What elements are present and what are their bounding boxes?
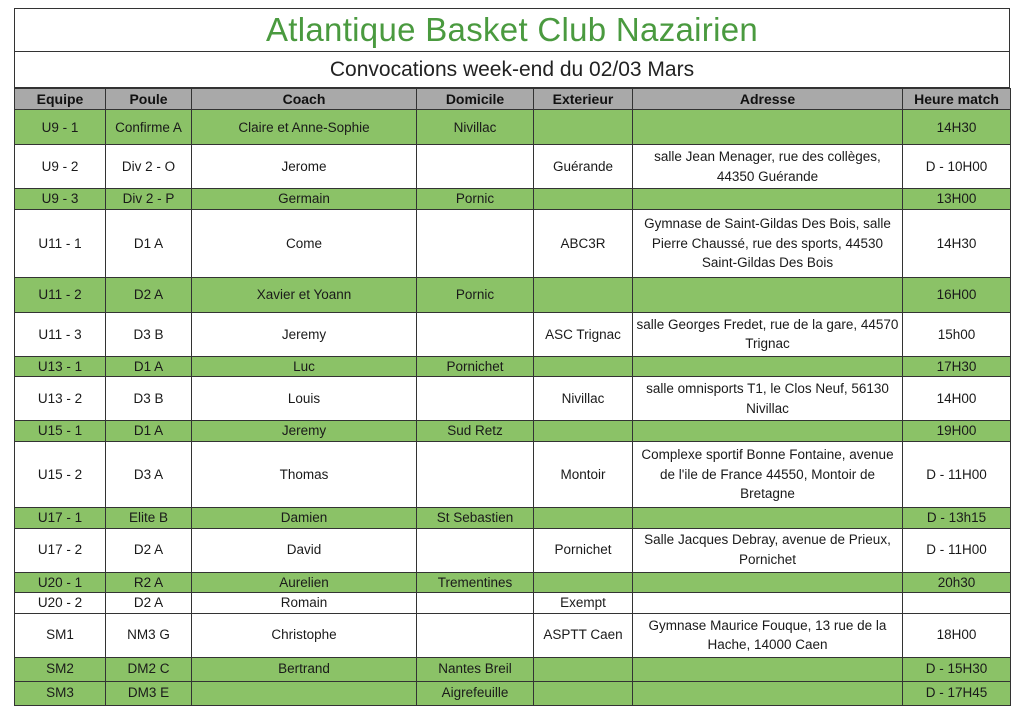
convocations-sheet [14,8,1010,706]
table-row [15,277,1011,312]
cell-adresse [633,572,903,593]
cell-equipe: U9 - 1 [15,110,106,145]
cell-equipe: U20 - 2 [15,593,106,614]
table-row [15,145,1011,189]
cell-equipe: SM3 [15,681,106,705]
cell-adresse: Gymnase de Saint-Gildas Des Bois, salle Pierre Chaussé, rue des sports, 44530 Saint-Gildas Des Bois [633,209,903,277]
cell-equipe: U15 - 2 [15,441,106,507]
cell-exterieur: ASC Trignac [534,312,633,356]
table-row [15,528,1011,572]
table-row [15,209,1011,277]
header-poule: Poule [106,89,192,110]
cell-poule: Elite B [106,507,192,528]
cell-heure: 19H00 [903,421,1011,442]
cell-exterieur: ABC3R [534,209,633,277]
cell-coach: Jerome [192,145,417,189]
table-row [15,356,1011,377]
cell-coach: Damien [192,507,417,528]
header-coach: Coach [192,89,417,110]
cell-exterieur [534,421,633,442]
cell-poule: D3 B [106,312,192,356]
cell-coach: Louis [192,377,417,421]
cell-exterieur [534,356,633,377]
cell-heure: 16H00 [903,277,1011,312]
cell-domicile: Aigrefeuille [417,681,534,705]
cell-equipe: U9 - 3 [15,189,106,210]
cell-poule: D2 A [106,528,192,572]
cell-poule: DM3 E [106,681,192,705]
cell-heure: D - 13h15 [903,507,1011,528]
cell-domicile: St Sebastien [417,507,534,528]
cell-heure: 17H30 [903,356,1011,377]
table-row [15,613,1011,657]
cell-exterieur [534,110,633,145]
header-equipe: Equipe [15,89,106,110]
cell-domicile [417,613,534,657]
cell-adresse [633,421,903,442]
cell-adresse: Gymnase Maurice Fouque, 13 rue de la Hache, 14000 Caen [633,613,903,657]
cell-poule: D1 A [106,421,192,442]
table-row [15,572,1011,593]
cell-heure: 13H00 [903,189,1011,210]
cell-coach: Germain [192,189,417,210]
cell-poule: D2 A [106,277,192,312]
cell-heure: 15h00 [903,312,1011,356]
cell-heure [903,593,1011,614]
cell-domicile: Pornichet [417,356,534,377]
cell-adresse [633,189,903,210]
cell-heure: D - 11H00 [903,441,1011,507]
cell-adresse [633,657,903,681]
cell-coach: Aurelien [192,572,417,593]
cell-equipe: SM1 [15,613,106,657]
header-heure-match: Heure match [903,89,1011,110]
cell-equipe: U15 - 1 [15,421,106,442]
cell-equipe: SM2 [15,657,106,681]
cell-heure: D - 17H45 [903,681,1011,705]
cell-adresse [633,507,903,528]
cell-exterieur: ASPTT Caen [534,613,633,657]
table-header-row [15,89,1011,110]
table-row [15,312,1011,356]
cell-domicile: Pornic [417,189,534,210]
cell-heure: D - 11H00 [903,528,1011,572]
header-domicile: Domicile [417,89,534,110]
cell-adresse: salle omnisports T1, le Clos Neuf, 56130 Nivillac [633,377,903,421]
cell-domicile: Pornic [417,277,534,312]
cell-exterieur [534,189,633,210]
cell-coach: Romain [192,593,417,614]
cell-exterieur: Guérande [534,145,633,189]
table-row [15,593,1011,614]
cell-equipe: U11 - 3 [15,312,106,356]
cell-equipe: U9 - 2 [15,145,106,189]
convocations-subtitle: Convocations week-end du 02/03 Mars [14,52,1010,88]
cell-poule: D1 A [106,356,192,377]
cell-coach: Luc [192,356,417,377]
cell-coach: Jeremy [192,421,417,442]
cell-exterieur [534,507,633,528]
cell-equipe: U11 - 1 [15,209,106,277]
cell-adresse [633,356,903,377]
cell-coach: Xavier et Yoann [192,277,417,312]
table-row [15,377,1011,421]
cell-adresse [633,277,903,312]
table-body [15,110,1011,705]
cell-coach: David [192,528,417,572]
cell-domicile: Nantes Breil [417,657,534,681]
cell-adresse [633,593,903,614]
cell-poule: R2 A [106,572,192,593]
cell-domicile: Nivillac [417,110,534,145]
cell-exterieur [534,277,633,312]
cell-domicile [417,441,534,507]
cell-adresse [633,681,903,705]
cell-coach: Thomas [192,441,417,507]
cell-heure: 14H30 [903,110,1011,145]
cell-equipe: U20 - 1 [15,572,106,593]
table-row [15,507,1011,528]
cell-poule: D2 A [106,593,192,614]
header-exterieur: Exterieur [534,89,633,110]
cell-poule: Confirme A [106,110,192,145]
cell-coach: Jeremy [192,312,417,356]
cell-domicile: Sud Retz [417,421,534,442]
cell-heure: 14H30 [903,209,1011,277]
table-row [15,421,1011,442]
cell-exterieur [534,572,633,593]
cell-heure: 20h30 [903,572,1011,593]
cell-poule: NM3 G [106,613,192,657]
cell-coach: Come [192,209,417,277]
cell-coach: Claire et Anne-Sophie [192,110,417,145]
convocations-table [14,88,1011,706]
table-row [15,681,1011,705]
cell-exterieur: Montoir [534,441,633,507]
cell-exterieur: Exempt [534,593,633,614]
table-row [15,657,1011,681]
header-adresse: Adresse [633,89,903,110]
cell-poule: D3 B [106,377,192,421]
cell-equipe: U11 - 2 [15,277,106,312]
cell-exterieur [534,681,633,705]
cell-domicile [417,528,534,572]
cell-adresse: Complexe sportif Bonne Fontaine, avenue de l'ile de France 44550, Montoir de Bretagne [633,441,903,507]
cell-adresse: salle Jean Menager, rue des collèges, 44350 Guérande [633,145,903,189]
cell-heure: 18H00 [903,613,1011,657]
cell-coach [192,681,417,705]
cell-domicile [417,593,534,614]
cell-domicile [417,145,534,189]
table-row [15,441,1011,507]
cell-equipe: U17 - 2 [15,528,106,572]
cell-exterieur [534,657,633,681]
cell-poule: Div 2 - P [106,189,192,210]
cell-domicile: Trementines [417,572,534,593]
club-title: Atlantique Basket Club Nazairien [14,8,1010,52]
cell-poule: D3 A [106,441,192,507]
cell-adresse [633,110,903,145]
cell-equipe: U13 - 2 [15,377,106,421]
cell-equipe: U17 - 1 [15,507,106,528]
cell-adresse: Salle Jacques Debray, avenue de Prieux, Pornichet [633,528,903,572]
table-row [15,189,1011,210]
cell-coach: Bertrand [192,657,417,681]
table-row [15,110,1011,145]
cell-poule: D1 A [106,209,192,277]
cell-exterieur: Nivillac [534,377,633,421]
cell-poule: Div 2 - O [106,145,192,189]
cell-domicile [417,209,534,277]
cell-adresse: salle Georges Fredet, rue de la gare, 44570 Trignac [633,312,903,356]
cell-heure: D - 10H00 [903,145,1011,189]
cell-domicile [417,377,534,421]
cell-domicile [417,312,534,356]
cell-coach: Christophe [192,613,417,657]
cell-exterieur: Pornichet [534,528,633,572]
cell-poule: DM2 C [106,657,192,681]
cell-equipe: U13 - 1 [15,356,106,377]
cell-heure: D - 15H30 [903,657,1011,681]
cell-heure: 14H00 [903,377,1011,421]
